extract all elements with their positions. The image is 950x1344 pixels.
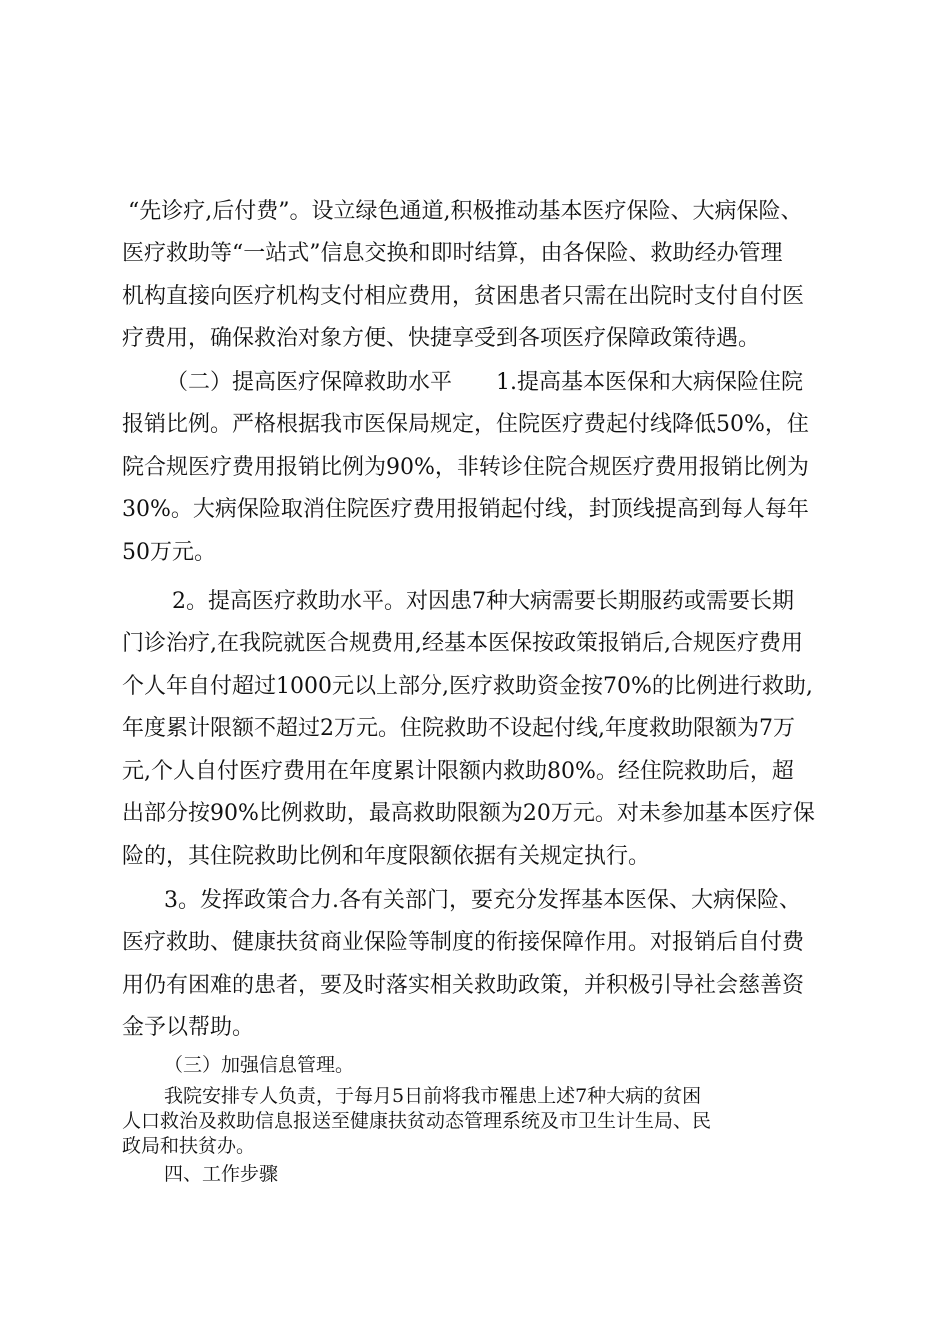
paragraph-line: 医疗救助等“一站式”信息交换和即时结算，由各保险、救助经办管理: [122, 241, 783, 266]
paragraph-line: 险的，其住院救助比例和年度限额依据有关规定执行。: [122, 844, 651, 869]
paragraph-line: 年度累计限额不超过2万元。住院救助不设起付线,年度救助限额为7万: [122, 716, 795, 741]
paragraph-line: 用仍有困难的患者，要及时落实相关救助政策，并积极引导社会慈善资: [122, 973, 805, 998]
paragraph-line: 2。提高医疗救助水平。对因患7种大病需要长期服药或需要长期: [172, 589, 794, 614]
paragraph-line: 医疗救助、健康扶贫商业保险等制度的衔接保障作用。对报销后自付费: [122, 930, 805, 955]
paragraph-line: 出部分按90%比例救助，最高救助限额为20万元。对未参加基本医疗保: [122, 801, 815, 826]
paragraph-line: 院合规医疗费用报销比例为90%，非转诊住院合规医疗费用报销比例为: [122, 455, 809, 480]
paragraph-line: 金予以帮助。: [122, 1015, 255, 1040]
paragraph-line: “先诊疗,后付费”。设立绿色通道,积极推动基本医疗保险、大病保险、: [128, 199, 803, 224]
paragraph-line: 疗费用，确保救治对象方便、快捷享受到各项医疗保障政策待遇。: [122, 326, 761, 351]
section-heading-line: （二）提高医疗保障救助水平 1.提高基本医保和大病保险住院: [166, 370, 803, 395]
paragraph-line: 3。发挥政策合力.各有关部门，要充分发挥基本医保、大病保险、: [164, 888, 801, 913]
paragraph-line: 我院安排专人负责，于每月5日前将我市罹患上述7种大病的贫困: [164, 1085, 702, 1107]
section-heading-line: （三）加强信息管理。: [164, 1054, 355, 1076]
paragraph-line: 元,个人自付医疗费用在年度累计限额内救助80%。经住院救助后，超: [122, 759, 794, 784]
paragraph-line: 50万元。: [122, 540, 216, 565]
paragraph-line: 30%。大病保险取消住院医疗费用报销起付线，封顶线提高到每人每年: [122, 497, 809, 522]
paragraph-line: 报销比例。严格根据我市医保局规定，住院医疗费起付线降低50%，住: [122, 412, 809, 437]
paragraph-line: 个人年自付超过1000元以上部分,医疗救助资金按70%的比例进行救助,: [122, 674, 813, 699]
paragraph-line: 机构直接向医疗机构支付相应费用，贫困患者只需在出院时支付自付医: [122, 284, 805, 309]
paragraph-line: 门诊治疗,在我院就医合规费用,经基本医保按政策报销后,合规医疗费用: [122, 631, 803, 656]
section-heading-line: 四、工作步骤: [164, 1163, 279, 1185]
paragraph-line: 人口救治及救助信息报送至健康扶贫动态管理系统及市卫生计生局、民: [122, 1110, 712, 1132]
paragraph-line: 政局和扶贫办。: [122, 1135, 256, 1157]
